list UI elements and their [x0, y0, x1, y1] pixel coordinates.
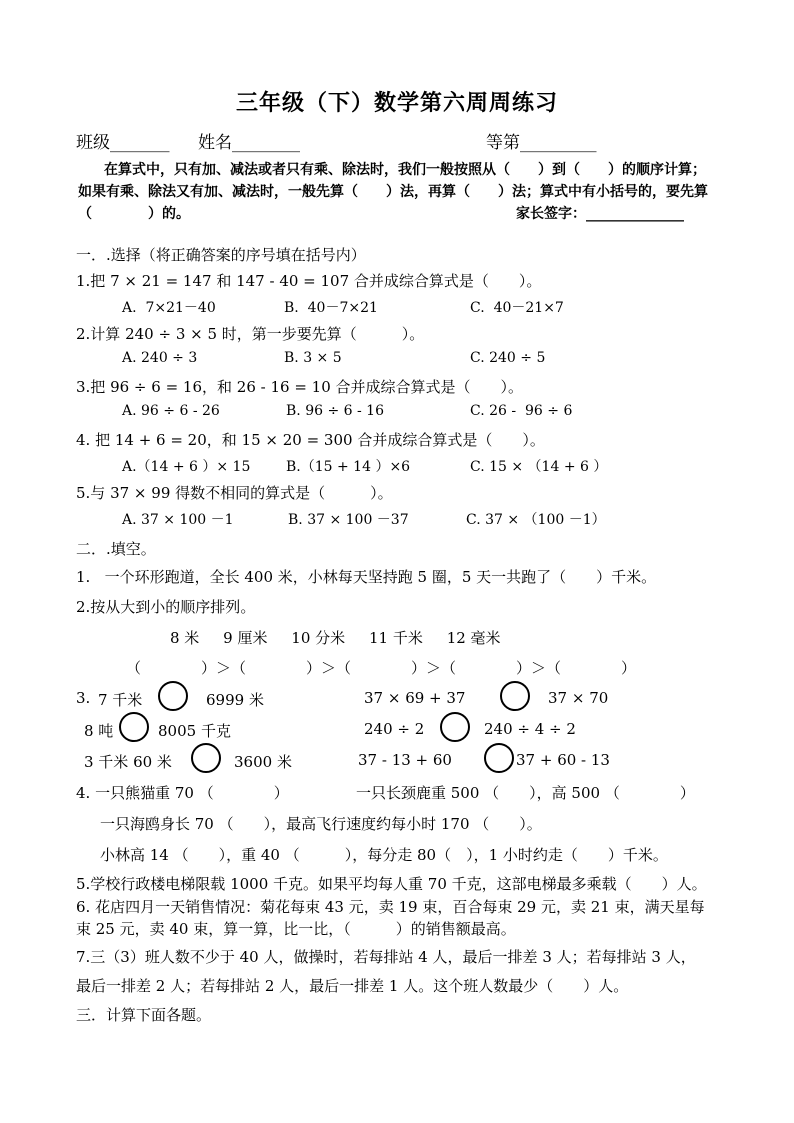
option-a: A. 37 × 100 －1: [122, 512, 234, 528]
question-2-4-line-1a: 4. 一只熊猫重 70 （ ）: [76, 784, 289, 802]
intro-line-1: 在算式中，只有加、减法或者只有乘、除法时，我们一般按照从（ ）到（ ）的顺序计算；: [104, 162, 706, 178]
compare-right: 8005 千克: [158, 722, 231, 740]
question-2-2: 2.按从大到小的顺序排列。: [76, 598, 256, 616]
compare-left: 7 千米: [98, 691, 143, 709]
compare-right: 3600 米: [234, 753, 292, 771]
option-b: B. 40－7×21: [284, 300, 378, 316]
question-2-7-line-2: 最后一排差 2 人；若每排站 2 人，最后一排差 1 人。这个班人数最少（ ）人。: [76, 977, 629, 995]
parent-signature: 家长签字：______________: [516, 206, 684, 222]
page-title: 三年级（下）数学第六周周练习: [235, 90, 558, 116]
compare-left: 37 - 13 + 60: [358, 751, 452, 769]
name-field: 姓名________: [198, 133, 300, 153]
compare-circle: [119, 712, 149, 742]
grade-field: 等第_________: [486, 133, 597, 153]
option-b: B. 3 × 5: [284, 350, 342, 366]
section-1-heading: 一．.选择（将正确答案的序号填在括号内）: [76, 246, 366, 264]
option-c: C. 37 × （100 －1）: [466, 512, 606, 528]
compare-left: 240 ÷ 2: [364, 720, 425, 738]
compare-right: 240 ÷ 4 ÷ 2: [484, 720, 576, 738]
question-1-5: 5.与 37 × 99 得数不相同的算式是（ ）。: [76, 484, 393, 502]
compare-right: 6999 米: [206, 691, 264, 709]
compare-circle: [500, 681, 530, 711]
section-3-heading: 三．计算下面各题。: [76, 1006, 212, 1024]
question-2-4-line-1b: 一只长颈鹿重 500 （ ），高 500 （ ）: [356, 784, 695, 802]
question-2-4-line-2: 一只海鸥身长 70 （ ），最高飞行速度约每小时 170 （ ）。: [100, 815, 542, 833]
option-c: C. 26 - 96 ÷ 6: [470, 403, 573, 419]
compare-circle: [191, 743, 221, 773]
compare-circle: [484, 743, 514, 773]
order-items: 8 米 9 厘米 10 分米 11 千米 12 毫米: [170, 629, 501, 647]
compare-right: 37 × 70: [548, 689, 609, 707]
option-b: B. 37 × 100 －37: [288, 512, 409, 528]
option-b: B. 96 ÷ 6 - 16: [286, 403, 384, 419]
option-b: B.（15 + 14 ）×6: [286, 459, 411, 475]
compare-left: 3 千米 60 米: [84, 753, 172, 771]
compare-right: 37 + 60 - 13: [516, 751, 610, 769]
compare-left: 8 吨: [84, 722, 114, 740]
option-a: A. 7×21－40: [122, 300, 216, 316]
option-c: C. 40－21×7: [470, 300, 564, 316]
question-2-6-line-1: 6. 花店四月一天销售情况：菊花每束 43 元，卖 19 束，百合每束 29 元，卖 21 束，满天星每: [76, 898, 705, 916]
option-a: A. 240 ÷ 3: [122, 350, 198, 366]
question-1-1: 1.把 7 × 21 = 147 和 147 - 40 = 107 合并成综合算式是（ ）。: [76, 272, 542, 290]
compare-circle: [158, 681, 188, 711]
question-2-6-line-2: 束 25 元，卖 40 束，算一算，比一比，（ ）的销售额最高。: [76, 920, 516, 938]
option-c: C. 15 × （14 + 6 ）: [470, 459, 608, 475]
question-2-3-label: 3.: [76, 689, 91, 707]
compare-left: 37 × 69 + 37: [364, 689, 466, 707]
order-blanks: （ ）＞（ ）＞（ ）＞（ ）＞（ ）: [126, 659, 637, 677]
question-2-5: 5.学校行政楼电梯限载 1000 千克。如果平均每人重 70 千克，这部电梯最多乘载（ ）人。: [76, 875, 707, 893]
intro-line-2: 如果有乘、除法又有加、减法时，一般先算（ ）法，再算（ ）法；算式中有小括号的，要先算: [78, 184, 708, 200]
question-1-4: 4. 把 14 + 6 = 20，和 15 × 20 = 300 合并成综合算式是（ ）。: [76, 431, 545, 449]
option-a: A.（14 + 6 ）× 15: [122, 459, 251, 475]
question-2-7-line-1: 7.三（3）班人数不少于 40 人，做操时，若每排站 4 人，最后一排差 3 人；若每排站 3 人，: [76, 948, 696, 966]
class-field: 班级_______: [76, 133, 170, 153]
section-2-heading: 二．.填空。: [76, 540, 156, 558]
intro-line-3: （ ）的。: [78, 206, 190, 222]
question-2-4-line-3: 小林高 14 （ ），重 40 （ ），每分走 80（ ），1 小时约走（ ）千米。: [100, 846, 668, 864]
option-c: C. 240 ÷ 5: [470, 350, 546, 366]
compare-circle: [440, 712, 470, 742]
question-1-2: 2.计算 240 ÷ 3 × 5 时，第一步要先算（ ）。: [76, 325, 425, 343]
question-2-1: 1. 一个环形跑道，全长 400 米，小林每天坚持跑 5 圈，5 天一共跑了（ ）千米。: [76, 568, 657, 586]
question-1-3: 3.把 96 ÷ 6 = 16，和 26 - 16 = 10 合并成综合算式是（ ）。: [76, 378, 524, 396]
option-a: A. 96 ÷ 6 - 26: [122, 403, 220, 419]
